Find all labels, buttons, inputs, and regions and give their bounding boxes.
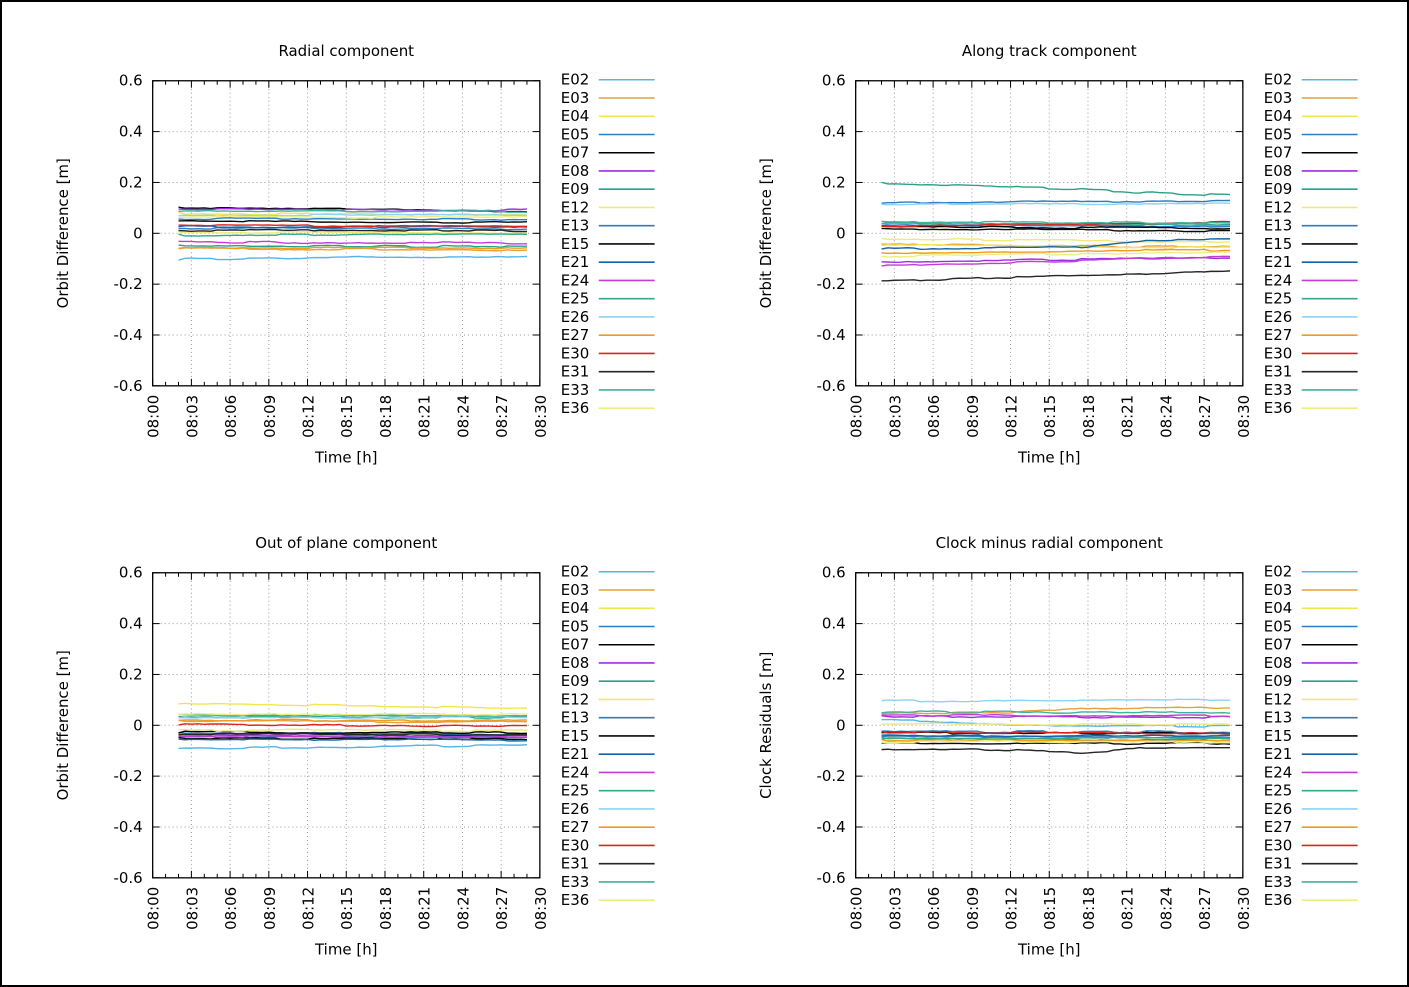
legend-item-E12 — [1263, 690, 1357, 708]
legend-label: E15 — [1263, 726, 1292, 745]
legend-item-E05 — [1263, 617, 1357, 635]
legend-label: E26 — [560, 799, 590, 818]
legend-label: E15 — [1263, 234, 1292, 253]
legend-label: E33 — [1263, 380, 1292, 399]
radial-plot-svg — [2, 2, 705, 494]
legend-item-E03 — [561, 89, 655, 107]
x-tick-label: 08:03 — [885, 886, 904, 930]
legend-item-E25 — [1263, 290, 1357, 308]
legend-item-E08 — [1263, 653, 1357, 671]
legend-item-E08 — [1263, 162, 1357, 180]
legend-label: E27 — [1263, 817, 1292, 836]
legend-item-E04 — [561, 599, 655, 617]
plot-title: Out of plane component — [255, 533, 438, 552]
legend-label: E21 — [1263, 253, 1292, 272]
legend-item-E13 — [1263, 217, 1357, 235]
legend-label: E27 — [1263, 326, 1292, 345]
legend-item-E27 — [561, 818, 655, 836]
series-line-E30 — [179, 225, 527, 227]
legend-item-E33 — [1263, 381, 1357, 399]
legend-label: E36 — [1263, 399, 1292, 418]
legend-label: E02 — [560, 70, 590, 89]
x-tick-label: 08:24 — [1156, 394, 1175, 438]
legend-item-E09 — [1263, 672, 1357, 690]
x-axis-label: Time [h] — [315, 448, 378, 467]
legend-item-E24 — [561, 763, 655, 781]
legend-label: E02 — [1263, 562, 1292, 581]
x-tick-label: 08:15 — [1040, 394, 1059, 438]
x-tick-label: 08:00 — [847, 886, 866, 930]
legend-label: E36 — [560, 890, 590, 909]
legend-item-E30 — [1263, 836, 1357, 854]
series-line-E04 — [179, 703, 527, 708]
x-tick-label: 08:24 — [1156, 886, 1175, 930]
series-line-E21 — [881, 734, 1229, 735]
legend-label: E15 — [560, 234, 590, 253]
y-tick-label: 0 — [835, 224, 846, 243]
series-line-E30 — [179, 723, 527, 726]
x-tick-label: 08:15 — [338, 886, 357, 930]
legend-label: E15 — [560, 726, 590, 745]
legend-label: E31 — [1263, 362, 1292, 381]
legend-item-E33 — [1263, 872, 1357, 890]
legend-label: E04 — [560, 598, 590, 617]
series-line-E26 — [881, 699, 1229, 702]
y-axis-label: Orbit Difference [m] — [53, 649, 72, 800]
legend-label: E24 — [560, 271, 590, 290]
x-tick-label: 08:15 — [338, 394, 357, 438]
x-tick-label: 08:21 — [415, 394, 434, 438]
legend-item-E04 — [561, 107, 655, 125]
x-tick-label: 08:06 — [222, 394, 241, 438]
legend-label: E12 — [560, 689, 590, 708]
legend-item-E15 — [1263, 726, 1357, 744]
legend-label: E26 — [1263, 307, 1292, 326]
y-tick-label: 0 — [133, 715, 143, 734]
legend-item-E08 — [561, 162, 655, 180]
legend-item-E21 — [561, 745, 655, 763]
x-tick-label: 08:03 — [183, 886, 202, 930]
series-line-E09 — [881, 182, 1229, 195]
x-tick-label: 08:18 — [376, 886, 395, 930]
series-line-E13 — [881, 200, 1229, 203]
x-tick-label: 08:27 — [1195, 886, 1214, 930]
legend-item-E36 — [1263, 891, 1357, 909]
legend-label: E27 — [560, 817, 590, 836]
x-tick-label: 08:00 — [144, 394, 163, 438]
legend-label: E07 — [560, 635, 590, 654]
legend-label: E02 — [1263, 70, 1292, 89]
y-axis-label: Clock Residuals [m] — [756, 651, 775, 799]
legend-label: E24 — [1263, 762, 1292, 781]
legend-label: E21 — [560, 253, 590, 272]
legend-label: E25 — [560, 781, 590, 800]
series-line-E27 — [179, 719, 527, 721]
x-tick-label: 08:09 — [963, 394, 982, 438]
legend-label: E04 — [560, 107, 590, 126]
legend-item-E03 — [1263, 580, 1357, 598]
legend-item-E31 — [1263, 854, 1357, 872]
legend-item-E36 — [561, 891, 655, 909]
legend-item-E33 — [561, 872, 655, 890]
x-tick-label: 08:18 — [1079, 394, 1098, 438]
legend-item-E07 — [1263, 144, 1357, 162]
legend-item-E27 — [561, 326, 655, 344]
x-tick-label: 08:09 — [260, 886, 279, 930]
legend-item-E26 — [1263, 308, 1357, 326]
x-tick-label: 08:24 — [454, 886, 473, 930]
legend-label: E33 — [1263, 872, 1292, 891]
y-tick-label: -0.2 — [113, 275, 143, 294]
y-tick-label: -0.4 — [113, 325, 143, 344]
y-axis-label: Orbit Difference [m] — [53, 158, 72, 309]
x-tick-label: 08:00 — [144, 886, 163, 930]
x-axis-label: Time [h] — [315, 940, 378, 959]
legend-label: E30 — [1263, 835, 1292, 854]
subplot-along-track — [705, 2, 1408, 494]
legend-label: E26 — [1263, 799, 1292, 818]
legend-item-E04 — [1263, 107, 1357, 125]
legend-label: E07 — [1263, 143, 1292, 162]
legend-label: E25 — [1263, 781, 1292, 800]
x-tick-label: 08:24 — [454, 394, 473, 438]
legend-label: E02 — [560, 562, 590, 581]
y-tick-label: 0.6 — [118, 563, 143, 582]
series-line-E36 — [179, 713, 527, 715]
y-tick-label: -0.4 — [815, 325, 846, 344]
x-axis-label: Time [h] — [1017, 448, 1081, 467]
x-tick-label: 08:06 — [222, 886, 241, 930]
legend-item-E27 — [1263, 326, 1357, 344]
legend-label: E36 — [1263, 890, 1292, 909]
legend-item-E24 — [1263, 763, 1357, 781]
legend-label: E13 — [1263, 708, 1292, 727]
legend-item-E24 — [1263, 271, 1357, 289]
x-tick-label: 08:30 — [531, 886, 550, 930]
legend-item-E13 — [561, 217, 655, 235]
legend-label: E33 — [560, 872, 590, 891]
legend-item-E31 — [561, 854, 655, 872]
legend-label: E07 — [1263, 635, 1292, 654]
x-tick-label: 08:12 — [1002, 886, 1021, 930]
plot-area — [113, 71, 654, 438]
legend-label: E09 — [1263, 180, 1292, 199]
y-axis-label: Orbit Difference [m] — [756, 158, 775, 309]
y-tick-label: 0 — [133, 224, 143, 243]
legend-label: E09 — [560, 180, 590, 199]
legend-label: E03 — [560, 88, 590, 107]
y-tick-label: 0.4 — [821, 614, 846, 633]
x-tick-label: 08:12 — [299, 394, 318, 438]
y-tick-label: 0.4 — [118, 614, 143, 633]
legend-item-E03 — [1263, 89, 1357, 107]
legend-label: E03 — [560, 580, 590, 599]
legend-label: E26 — [560, 307, 590, 326]
legend-item-E12 — [561, 690, 655, 708]
legend-label: E31 — [560, 854, 590, 873]
legend-label: E08 — [560, 653, 590, 672]
y-tick-label: -0.6 — [815, 376, 846, 395]
x-tick-label: 08:00 — [847, 394, 866, 438]
legend-item-E15 — [561, 726, 655, 744]
y-tick-label: 0.4 — [118, 122, 143, 141]
legend-item-E02 — [1263, 562, 1357, 580]
legend-item-E30 — [561, 836, 655, 854]
legend-label: E07 — [560, 143, 590, 162]
legend-label: E21 — [1263, 744, 1292, 763]
series-line-E24 — [179, 241, 527, 244]
legend-label: E08 — [1263, 161, 1292, 180]
legend-label: E03 — [1263, 88, 1292, 107]
legend-item-E25 — [561, 290, 655, 308]
legend-label: E08 — [560, 161, 590, 180]
x-tick-label: 08:21 — [1118, 394, 1137, 438]
legend-label: E30 — [1263, 344, 1292, 363]
legend-item-E08 — [561, 653, 655, 671]
y-tick-label: 0.2 — [118, 173, 143, 192]
series-line-E02 — [179, 744, 527, 748]
y-tick-label: -0.6 — [815, 868, 846, 887]
legend-label: E30 — [560, 344, 590, 363]
legend-item-E05 — [561, 125, 655, 143]
y-tick-label: 0.4 — [821, 122, 846, 141]
y-tick-label: 0.2 — [118, 664, 143, 683]
legend-item-E21 — [561, 253, 655, 271]
y-tick-label: 0.6 — [118, 71, 143, 90]
y-tick-label: -0.4 — [113, 817, 143, 836]
legend-item-E33 — [561, 381, 655, 399]
x-tick-label: 08:03 — [183, 394, 202, 438]
legend-item-E13 — [561, 708, 655, 726]
legend-label: E13 — [560, 216, 590, 235]
x-tick-label: 08:18 — [1079, 886, 1098, 930]
series-line-E12 — [881, 723, 1229, 725]
legend-label: E25 — [560, 289, 590, 308]
legend-item-E31 — [1263, 363, 1357, 381]
plot-title: Along track component — [961, 41, 1137, 60]
series-line-E31 — [881, 271, 1229, 281]
x-tick-label: 08:21 — [1118, 886, 1137, 930]
x-tick-label: 08:06 — [924, 394, 943, 438]
x-tick-label: 08:18 — [376, 394, 395, 438]
x-tick-label: 08:30 — [531, 394, 550, 438]
legend-item-E07 — [561, 144, 655, 162]
series-line-E31 — [179, 230, 527, 232]
x-tick-label: 08:06 — [924, 886, 943, 930]
legend-item-E27 — [1263, 818, 1357, 836]
legend-label: E25 — [1263, 289, 1292, 308]
legend-item-E02 — [1263, 71, 1357, 89]
subplot-clock-minus-radial — [705, 494, 1408, 986]
y-tick-label: -0.6 — [113, 376, 143, 395]
legend-item-E15 — [1263, 235, 1357, 253]
series-line-E25 — [179, 234, 527, 236]
legend-item-E30 — [1263, 344, 1357, 362]
x-tick-label: 08:12 — [299, 886, 318, 930]
legend-label: E08 — [1263, 653, 1292, 672]
x-tick-label: 08:30 — [1234, 886, 1253, 930]
legend-label: E05 — [1263, 125, 1292, 144]
legend-item-E25 — [561, 781, 655, 799]
series-line-E24 — [881, 256, 1229, 266]
legend-label: E05 — [1263, 616, 1292, 635]
x-tick-label: 08:03 — [885, 394, 904, 438]
x-axis-label: Time [h] — [1017, 940, 1081, 959]
legend-item-E09 — [561, 672, 655, 690]
legend-label: E24 — [1263, 271, 1292, 290]
y-tick-label: -0.6 — [113, 868, 143, 887]
x-tick-label: 08:09 — [260, 394, 279, 438]
legend-item-E13 — [1263, 708, 1357, 726]
legend-item-E21 — [1263, 745, 1357, 763]
legend-item-E12 — [561, 198, 655, 216]
legend-item-E36 — [561, 399, 655, 417]
legend-item-E25 — [1263, 781, 1357, 799]
legend-item-E26 — [1263, 799, 1357, 817]
y-tick-label: -0.4 — [815, 817, 846, 836]
series-line-E24 — [881, 714, 1229, 716]
subplot-radial — [2, 2, 705, 494]
plot-area — [113, 562, 654, 929]
legend-item-E09 — [561, 180, 655, 198]
y-tick-label: 0 — [835, 715, 846, 734]
legend-item-E36 — [1263, 399, 1357, 417]
legend-item-E30 — [561, 344, 655, 362]
y-tick-label: -0.2 — [815, 275, 846, 294]
y-tick-label: 0.2 — [821, 664, 846, 683]
legend-label: E30 — [560, 835, 590, 854]
plot-area — [816, 71, 1357, 438]
legend-label: E05 — [560, 125, 590, 144]
legend-item-E12 — [1263, 198, 1357, 216]
legend-item-E03 — [561, 580, 655, 598]
legend-label: E12 — [1263, 689, 1292, 708]
legend-item-E07 — [1263, 635, 1357, 653]
legend-label: E03 — [1263, 580, 1292, 599]
x-tick-label: 08:21 — [415, 886, 434, 930]
x-tick-label: 08:27 — [493, 394, 512, 438]
legend-label: E09 — [560, 671, 590, 690]
legend-label: E04 — [1263, 598, 1292, 617]
series-line-E33 — [179, 211, 527, 213]
legend-item-E15 — [561, 235, 655, 253]
legend-label: E24 — [560, 762, 590, 781]
legend-item-E02 — [561, 71, 655, 89]
legend-label: E13 — [560, 708, 590, 727]
legend-label: E12 — [560, 198, 590, 217]
legend-label: E12 — [1263, 198, 1292, 217]
x-tick-label: 08:12 — [1002, 394, 1021, 438]
legend-label: E21 — [560, 744, 590, 763]
legend-item-E26 — [561, 799, 655, 817]
legend-item-E24 — [561, 271, 655, 289]
out-of-plane-plot-svg — [2, 494, 705, 986]
legend-item-E02 — [561, 562, 655, 580]
legend-label: E04 — [1263, 107, 1292, 126]
legend-label: E09 — [1263, 671, 1292, 690]
legend-label: E13 — [1263, 216, 1292, 235]
clock-minus-radial-plot-svg — [705, 494, 1408, 986]
x-tick-label: 08:27 — [1195, 394, 1214, 438]
legend-item-E31 — [561, 363, 655, 381]
subplot-out-of-plane — [2, 494, 705, 986]
y-tick-label: 0.2 — [821, 173, 846, 192]
along-track-plot-svg — [705, 2, 1408, 494]
series-line-E31 — [881, 747, 1229, 753]
y-tick-label: 0.6 — [821, 71, 846, 90]
legend-item-E26 — [561, 308, 655, 326]
x-tick-label: 08:27 — [493, 886, 512, 930]
legend-item-E09 — [1263, 180, 1357, 198]
y-tick-label: 0.6 — [821, 563, 846, 582]
legend-item-E04 — [1263, 599, 1357, 617]
legend-label: E33 — [560, 380, 590, 399]
legend-label: E31 — [1263, 854, 1292, 873]
y-tick-label: -0.2 — [113, 766, 143, 785]
plot-area — [816, 562, 1357, 929]
legend-item-E05 — [1263, 125, 1357, 143]
legend-label: E05 — [560, 616, 590, 635]
legend-item-E07 — [561, 635, 655, 653]
y-tick-label: -0.2 — [815, 766, 846, 785]
x-tick-label: 08:15 — [1040, 886, 1059, 930]
legend-item-E21 — [1263, 253, 1357, 271]
legend-label: E31 — [560, 362, 590, 381]
legend-label: E36 — [560, 399, 590, 418]
x-tick-label: 08:09 — [963, 886, 982, 930]
plot-title: Clock minus radial component — [935, 533, 1163, 552]
legend-label: E27 — [560, 326, 590, 345]
series-line-E26 — [881, 203, 1229, 205]
legend-item-E05 — [561, 617, 655, 635]
series-line-E02 — [179, 256, 527, 260]
plot-title: Radial component — [278, 41, 415, 60]
x-tick-label: 08:30 — [1234, 394, 1253, 438]
series-line-E15 — [179, 221, 527, 223]
